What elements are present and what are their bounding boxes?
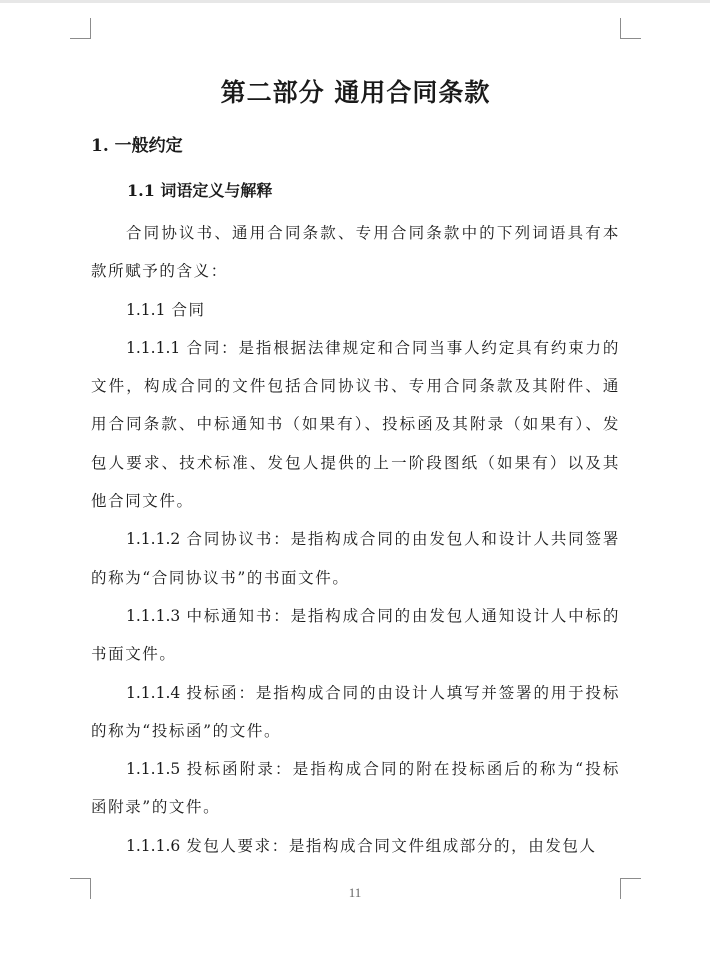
section-heading: 1. 一般约定 [91, 136, 183, 156]
clause-1-1-1 [91, 291, 620, 329]
clause-text: 合同 [171, 300, 206, 319]
clause-1-1-1-4 [91, 674, 620, 751]
clause-1-1-1-3 [91, 597, 620, 674]
margin-mark-top-left [70, 18, 91, 39]
clause-text: 投标函：是指构成合同的由设计人填写并签署的用于投标的称为“投标函”的文件。 [91, 683, 620, 740]
clause-number: 1.1.1 [126, 300, 166, 319]
clause-number: 1.1.1.3 [126, 606, 181, 625]
page-title: 第二部分 通用合同条款 [220, 78, 491, 107]
page-body [91, 72, 620, 865]
clause-text: 投标函附录：是指构成合同的附在投标函后的称为“投标函附录”的文件。 [91, 760, 620, 817]
clause-number: 1.1.1.2 [126, 530, 181, 549]
clause-1-1-1-6 [91, 827, 620, 865]
clause-number: 1.1.1.4 [126, 683, 181, 702]
clause-text: 合同协议书：是指构成合同的由发包人和设计人共同签署的称为“合同协议书”的书面文件。 [91, 530, 620, 587]
clause-number: 1.1.1.5 [126, 760, 181, 779]
clause-number: 1.1.1.6 [126, 836, 181, 855]
clause-text: 中标通知书：是指构成合同的由发包人通知设计人中标的书面文件。 [91, 606, 620, 664]
intro-paragraph: 合同协议书、通用合同条款、专用合同条款中的下列词语具有本款所赋予的含义： [91, 224, 620, 281]
page-number: 11 [348, 885, 362, 900]
margin-mark-top-right [620, 18, 641, 39]
subsection-heading: 1.1 词语定义与解释 [127, 181, 273, 200]
clause-1-1-1-2 [91, 520, 620, 597]
clause-1-1-1-5 [91, 750, 620, 827]
clause-text: 发包人要求：是指构成合同文件组成部分的，由发包人 [186, 836, 597, 855]
window-top-edge [0, 0, 710, 3]
clause-number: 1.1.1.1 [126, 338, 181, 357]
clause-1-1-1-1 [91, 329, 620, 520]
clause-text: 合同：是指根据法律规定和合同当事人约定具有约束力的文件，构成合同的文件包括合同协议书、专用合同条款及其附件、通用合同条款、中标通知书（如果有）、投标函及其附录（如果有）、发包人要求、技术标准、发包人提供的上一阶段图纸（如果有）以及其他合同文件。 [91, 338, 620, 511]
